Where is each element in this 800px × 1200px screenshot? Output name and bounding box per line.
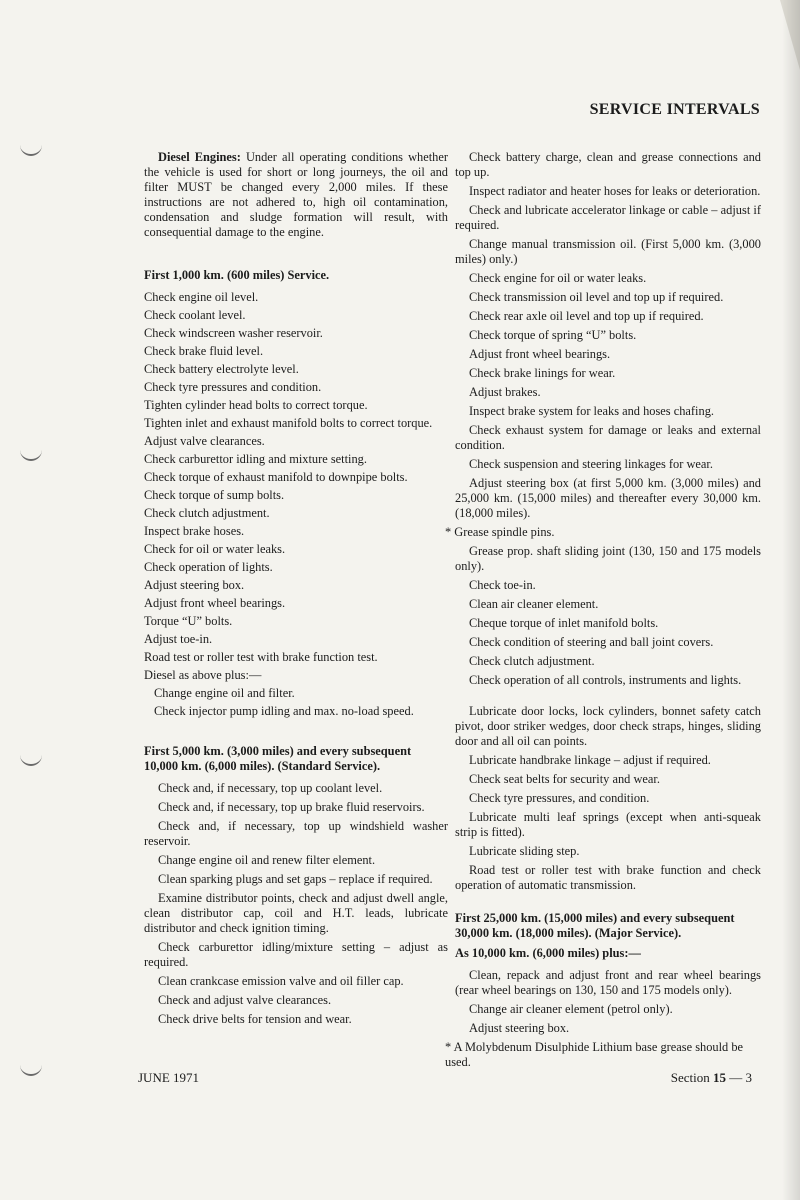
list-item: Diesel as above plus:— bbox=[144, 668, 262, 682]
list-item: Road test or roller test with brake function and check operation of automatic transmission. bbox=[455, 863, 761, 892]
list-item: Lubricate multi leaf springs (except when anti-squeak strip is fitted). bbox=[455, 810, 761, 839]
list-item: Adjust front wheel bearings. bbox=[469, 347, 611, 361]
major-service-list bbox=[455, 968, 761, 1036]
page-edge-shadow bbox=[782, 0, 800, 1200]
list-item: Check engine for oil or water leaks. bbox=[469, 271, 647, 285]
list-item: Tighten inlet and exhaust manifold bolts to correct torque. bbox=[144, 416, 433, 430]
list-item: Adjust steering box (at first 5,000 km. (3,000 miles) and 25,000 km. (15,000 miles) and thereafter every 30,000 km. (18,000 miles). bbox=[455, 476, 761, 520]
list-item: Check carburettor idling and mixture setting. bbox=[144, 452, 367, 466]
punch-hole-mark bbox=[20, 445, 42, 461]
list-item: Check for oil or water leaks. bbox=[144, 542, 286, 556]
list-item: Check toe-in. bbox=[469, 578, 536, 592]
list-item: Inspect radiator and heater hoses for leaks or deterioration. bbox=[469, 184, 761, 198]
list-item: Check suspension and steering linkages for wear. bbox=[469, 457, 713, 471]
section-label: Section bbox=[670, 1070, 710, 1085]
list-item: Change air cleaner element (petrol only). bbox=[469, 1002, 673, 1016]
list-item: Adjust steering box. bbox=[144, 578, 245, 592]
diesel-intro-text: Under all operating conditions whether the vehicle is used for short or long journeys, the oil and filter MUST be changed every 2,000 miles. If these instructions are not adhered to, high oil contamination, condensation and sludge formation will result, with consequential damage to the engine. bbox=[144, 150, 448, 239]
list-item: Clean air cleaner element. bbox=[469, 597, 599, 611]
list-item: Adjust front wheel bearings. bbox=[144, 596, 286, 610]
list-item: Check and adjust valve clearances. bbox=[158, 993, 332, 1007]
list-item: Inspect brake hoses. bbox=[144, 524, 245, 538]
list-item: Lubricate sliding step. bbox=[469, 844, 580, 858]
page-title: SERVICE INTERVALS bbox=[589, 101, 760, 118]
list-item: Check windscreen washer reservoir. bbox=[144, 326, 323, 340]
list-item: Check coolant level. bbox=[144, 308, 246, 322]
list-item: Clean crankcase emission valve and oil filler cap. bbox=[158, 974, 404, 988]
list-item: Check and lubricate accelerator linkage or cable – adjust if required. bbox=[455, 203, 761, 232]
list-item: Check seat belts for security and wear. bbox=[469, 772, 660, 786]
standard-service-list-cont bbox=[455, 150, 761, 521]
punch-hole-mark bbox=[20, 1060, 42, 1076]
list-item: Cheque torque of inlet manifold bolts. bbox=[469, 616, 659, 630]
list-item: Check torque of sump bolts. bbox=[144, 488, 285, 502]
diesel-extra-list bbox=[144, 686, 448, 719]
list-item: Tighten cylinder head bolts to correct torque. bbox=[144, 398, 368, 412]
list-item: Check tyre pressures, and condition. bbox=[469, 791, 650, 805]
list-item: Road test or roller test with brake function test. bbox=[144, 650, 378, 664]
list-item: Adjust steering box. bbox=[469, 1021, 570, 1035]
list-item: Check battery electrolyte level. bbox=[144, 362, 299, 376]
list-item: Inspect brake system for leaks and hoses chafing. bbox=[469, 404, 714, 418]
heading-standard-service: First 5,000 km. (3,000 miles) and every subsequent 10,000 km. (6,000 miles). (Standard Service). bbox=[144, 744, 412, 773]
right-column bbox=[445, 150, 761, 1074]
list-item: Check rear axle oil level and top up if required. bbox=[469, 309, 704, 323]
list-item: Check torque of spring “U” bolts. bbox=[469, 328, 637, 342]
list-item: Change engine oil and filter. bbox=[154, 686, 295, 700]
list-item: Check and, if necessary, top up brake fluid reservoirs. bbox=[158, 800, 425, 814]
list-item: Check engine oil level. bbox=[144, 290, 259, 304]
diesel-intro bbox=[144, 150, 448, 240]
list-item: Check and, if necessary, top up coolant level. bbox=[158, 781, 383, 795]
list-item: Check exhaust system for damage or leaks and external condition. bbox=[455, 423, 761, 452]
punch-hole-mark bbox=[20, 140, 42, 156]
list-item: Change manual transmission oil. (First 5,000 km. (3,000 miles) only.) bbox=[455, 237, 761, 266]
list-item: Examine distributor points, check and adjust dwell angle, clean distributor cap, coil and H.T. leads, lubricate distributor and check ignition timing. bbox=[144, 891, 448, 935]
lubrication-list bbox=[455, 704, 761, 893]
list-item: Check brake linings for wear. bbox=[469, 366, 616, 380]
standard-service-list bbox=[144, 781, 448, 1027]
diesel-intro-lead: Diesel Engines: bbox=[158, 150, 241, 164]
list-item: Check operation of all controls, instruments and lights. bbox=[469, 673, 742, 687]
section-number: 15 bbox=[713, 1070, 726, 1085]
list-item: Check injector pump idling and max. no-load speed. bbox=[154, 704, 414, 718]
list-item: Check condition of steering and ball joint covers. bbox=[469, 635, 714, 649]
list-item: Check carburettor idling/mixture setting – adjust as required. bbox=[144, 940, 448, 969]
list-item: Check clutch adjustment. bbox=[469, 654, 595, 668]
heading-major-service: First 25,000 km. (15,000 miles) and every subsequent 30,000 km. (18,000 miles). (Major Service). bbox=[455, 911, 735, 940]
list-item: Clean, repack and adjust front and rear wheel bearings (rear wheel bearings on 130, 150 and 175 models only). bbox=[455, 968, 761, 997]
punch-hole-mark bbox=[20, 750, 42, 766]
left-column bbox=[144, 150, 448, 1031]
list-item: Torque “U” bolts. bbox=[144, 614, 233, 628]
list-item: Adjust brakes. bbox=[469, 385, 541, 399]
list-item: Check transmission oil level and top up if required. bbox=[469, 290, 724, 304]
list-item: Check and, if necessary, top up windshield washer reservoir. bbox=[144, 819, 448, 848]
list-item: Check drive belts for tension and wear. bbox=[158, 1012, 352, 1026]
grease-footnote: * A Molybdenum Disulphide Lithium base grease should be used. bbox=[445, 1040, 744, 1069]
list-item: Lubricate handbrake linkage – adjust if required. bbox=[469, 753, 711, 767]
list-item: Grease prop. shaft sliding joint (130, 150 and 175 models only). bbox=[455, 544, 761, 573]
list-item: Lubricate door locks, lock cylinders, bonnet safety catch pivot, door striker wedges, door check straps, hinges, sliding door and all oil can points. bbox=[455, 704, 761, 748]
list-item: Clean sparking plugs and set gaps – replace if required. bbox=[158, 872, 433, 886]
page-number: — 3 bbox=[729, 1070, 752, 1085]
list-item: Change engine oil and renew filter element. bbox=[158, 853, 376, 867]
list-item: Check battery charge, clean and grease connections and top up. bbox=[455, 150, 761, 179]
list-item: Check operation of lights. bbox=[144, 560, 273, 574]
list-item: Check torque of exhaust manifold to downpipe bolts. bbox=[144, 470, 408, 484]
footer-date: JUNE 1971 bbox=[138, 1070, 200, 1085]
list-item: Check tyre pressures and condition. bbox=[144, 380, 322, 394]
list-item: Adjust valve clearances. bbox=[144, 434, 265, 448]
list-item: Check clutch adjustment. bbox=[144, 506, 270, 520]
service-list-1000 bbox=[144, 290, 448, 683]
grease-spindle-item: * Grease spindle pins. bbox=[445, 525, 555, 539]
standard-service-list-cont2 bbox=[455, 544, 761, 688]
list-item: Adjust toe-in. bbox=[144, 632, 213, 646]
heading-as-10000-plus: As 10,000 km. (6,000 miles) plus:— bbox=[455, 946, 641, 960]
footer-section bbox=[671, 1070, 752, 1086]
list-item: Check brake fluid level. bbox=[144, 344, 264, 358]
heading-first-1000: First 1,000 km. (600 miles) Service. bbox=[144, 268, 330, 282]
